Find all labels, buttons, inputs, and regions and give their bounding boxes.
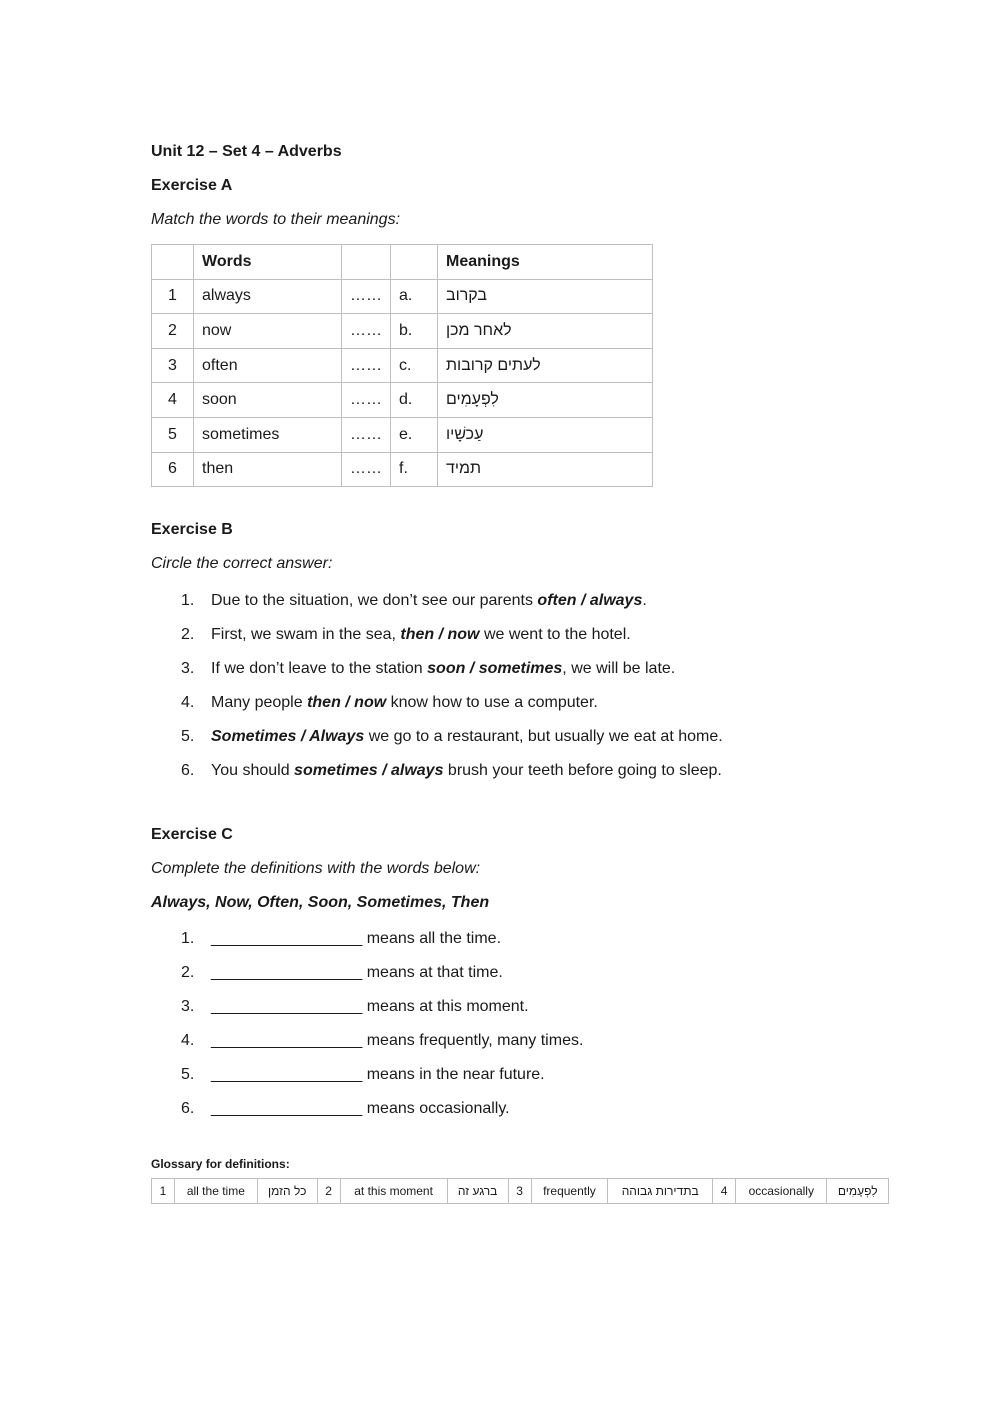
exercise-b-heading: Exercise B — [151, 521, 233, 538]
row-word: often — [194, 348, 342, 383]
glossary-table — [151, 1178, 889, 1204]
list-item — [151, 1024, 583, 1058]
row-number: 2 — [152, 314, 194, 349]
table-row — [152, 348, 653, 383]
glossary-cell: כל הזמן — [257, 1179, 317, 1204]
list-item — [151, 584, 723, 618]
row-word: now — [194, 314, 342, 349]
answer-options[interactable]: soon / sometimes — [427, 660, 563, 677]
answer-options[interactable]: then / now — [307, 694, 387, 711]
row-word: soon — [194, 383, 342, 418]
item-number: 2. — [181, 964, 195, 981]
row-letter: a. — [391, 279, 438, 314]
item-number: 5. — [181, 728, 195, 745]
list-item — [151, 754, 723, 788]
answer-blank[interactable]: …… — [342, 417, 391, 452]
list-item — [151, 652, 723, 686]
item-text: brush your teeth before going to sleep. — [443, 762, 722, 779]
blank-line[interactable]: _________________ — [211, 1032, 363, 1049]
table-row — [152, 314, 653, 349]
exercise-b-list — [151, 584, 723, 788]
glossary-cell: 4 — [713, 1179, 736, 1204]
words-header: Words — [194, 245, 342, 280]
row-letter: d. — [391, 383, 438, 418]
definition-text: means frequently, many times. — [362, 1032, 584, 1049]
item-text: we go to a restaurant, but usually we eat at home. — [364, 728, 723, 745]
row-word: always — [194, 279, 342, 314]
row-letter: e. — [391, 417, 438, 452]
row-word: then — [194, 452, 342, 487]
item-number: 3. — [181, 660, 195, 677]
answer-blank[interactable]: …… — [342, 383, 391, 418]
answer-options[interactable]: Sometimes / Always — [211, 728, 365, 745]
item-number: 4. — [181, 1032, 195, 1049]
glossary-cell: 3 — [508, 1179, 531, 1204]
glossary-cell: לִפְעָמִים — [827, 1179, 889, 1204]
definition-text: means at this moment. — [362, 998, 529, 1015]
blank-line[interactable]: _________________ — [211, 998, 363, 1015]
answer-blank[interactable]: …… — [342, 314, 391, 349]
list-item — [151, 618, 723, 652]
item-number: 1. — [181, 930, 195, 947]
row-meaning: בקרוב — [446, 287, 487, 305]
definition-text: means in the near future. — [362, 1066, 545, 1083]
row-meaning: עַכשָׁיו — [446, 425, 484, 443]
item-text: know how to use a computer. — [386, 694, 598, 711]
row-letter: b. — [391, 314, 438, 349]
exercise-c-heading: Exercise C — [151, 826, 233, 843]
blank-line[interactable]: _________________ — [211, 1066, 363, 1083]
definition-text: means all the time. — [362, 930, 502, 947]
exercise-b-instruction: Circle the correct answer: — [151, 555, 333, 572]
glossary-cell: all the time — [174, 1179, 257, 1204]
row-word: sometimes — [194, 417, 342, 452]
blank-line[interactable]: _________________ — [211, 964, 363, 981]
item-text: First, we swam in the sea, — [211, 626, 401, 643]
list-item — [151, 1058, 583, 1092]
row-meaning: תמיד — [446, 460, 482, 478]
item-number: 6. — [181, 762, 195, 779]
row-meaning: לִפְעָמִים — [446, 391, 499, 409]
row-number: 6 — [152, 452, 194, 487]
blank-line[interactable]: _________________ — [211, 930, 363, 947]
meanings-header: Meanings — [438, 245, 653, 280]
word-bank: Always, Now, Often, Soon, Sometimes, Then — [151, 894, 490, 911]
row-letter: c. — [391, 348, 438, 383]
list-item — [151, 956, 583, 990]
glossary-cell: ברגע זה — [447, 1179, 508, 1204]
item-text: Due to the situation, we don’t see our parents — [211, 592, 538, 609]
item-number: 6. — [181, 1100, 195, 1117]
item-text: . — [642, 592, 647, 609]
definition-text: means occasionally. — [362, 1100, 510, 1117]
exercise-c-list — [151, 922, 583, 1126]
item-number: 5. — [181, 1066, 195, 1083]
glossary-cell: 1 — [152, 1179, 175, 1204]
table-row — [152, 279, 653, 314]
answer-blank[interactable]: …… — [342, 348, 391, 383]
item-text: You should — [211, 762, 295, 779]
matching-table — [151, 244, 653, 487]
exercise-c-instruction: Complete the definitions with the words below: — [151, 860, 481, 877]
list-item — [151, 720, 723, 754]
item-number: 1. — [181, 592, 195, 609]
answer-blank[interactable]: …… — [342, 279, 391, 314]
page-title: Unit 12 – Set 4 – Adverbs — [151, 143, 342, 160]
list-item — [151, 686, 723, 720]
list-item — [151, 990, 583, 1024]
list-item — [151, 1092, 583, 1126]
glossary-row — [152, 1179, 889, 1204]
table-row — [152, 452, 653, 487]
list-item — [151, 922, 583, 956]
blank-line[interactable]: _________________ — [211, 1100, 363, 1117]
definition-text: means at that time. — [362, 964, 503, 981]
table-row — [152, 383, 653, 418]
answer-options[interactable]: sometimes / always — [294, 762, 444, 779]
row-number: 3 — [152, 348, 194, 383]
glossary-cell: at this moment — [340, 1179, 447, 1204]
answer-options[interactable]: often / always — [537, 592, 643, 609]
glossary-cell: frequently — [531, 1179, 608, 1204]
table-row — [152, 417, 653, 452]
row-meaning: לאחר מכן — [446, 321, 512, 339]
item-text: Many people — [211, 694, 308, 711]
table-header-row — [152, 245, 653, 280]
row-meaning: לעתים קרובות — [446, 356, 541, 374]
answer-blank[interactable]: …… — [342, 452, 391, 487]
exercise-a-instruction: Match the words to their meanings: — [151, 211, 401, 228]
answer-options[interactable]: then / now — [400, 626, 480, 643]
item-text: If we don’t leave to the station — [211, 660, 428, 677]
item-text: we went to the hotel. — [479, 626, 631, 643]
item-number: 3. — [181, 998, 195, 1015]
glossary-cell: בתדירות גבוהה — [608, 1179, 713, 1204]
row-number: 1 — [152, 279, 194, 314]
row-number: 4 — [152, 383, 194, 418]
row-letter: f. — [391, 452, 438, 487]
exercise-a-heading: Exercise A — [151, 177, 233, 194]
glossary-cell: occasionally — [736, 1179, 827, 1204]
glossary-title: Glossary for definitions: — [151, 1157, 290, 1171]
row-number: 5 — [152, 417, 194, 452]
item-number: 2. — [181, 626, 195, 643]
glossary-cell: 2 — [317, 1179, 340, 1204]
item-text: , we will be late. — [562, 660, 676, 677]
item-number: 4. — [181, 694, 195, 711]
